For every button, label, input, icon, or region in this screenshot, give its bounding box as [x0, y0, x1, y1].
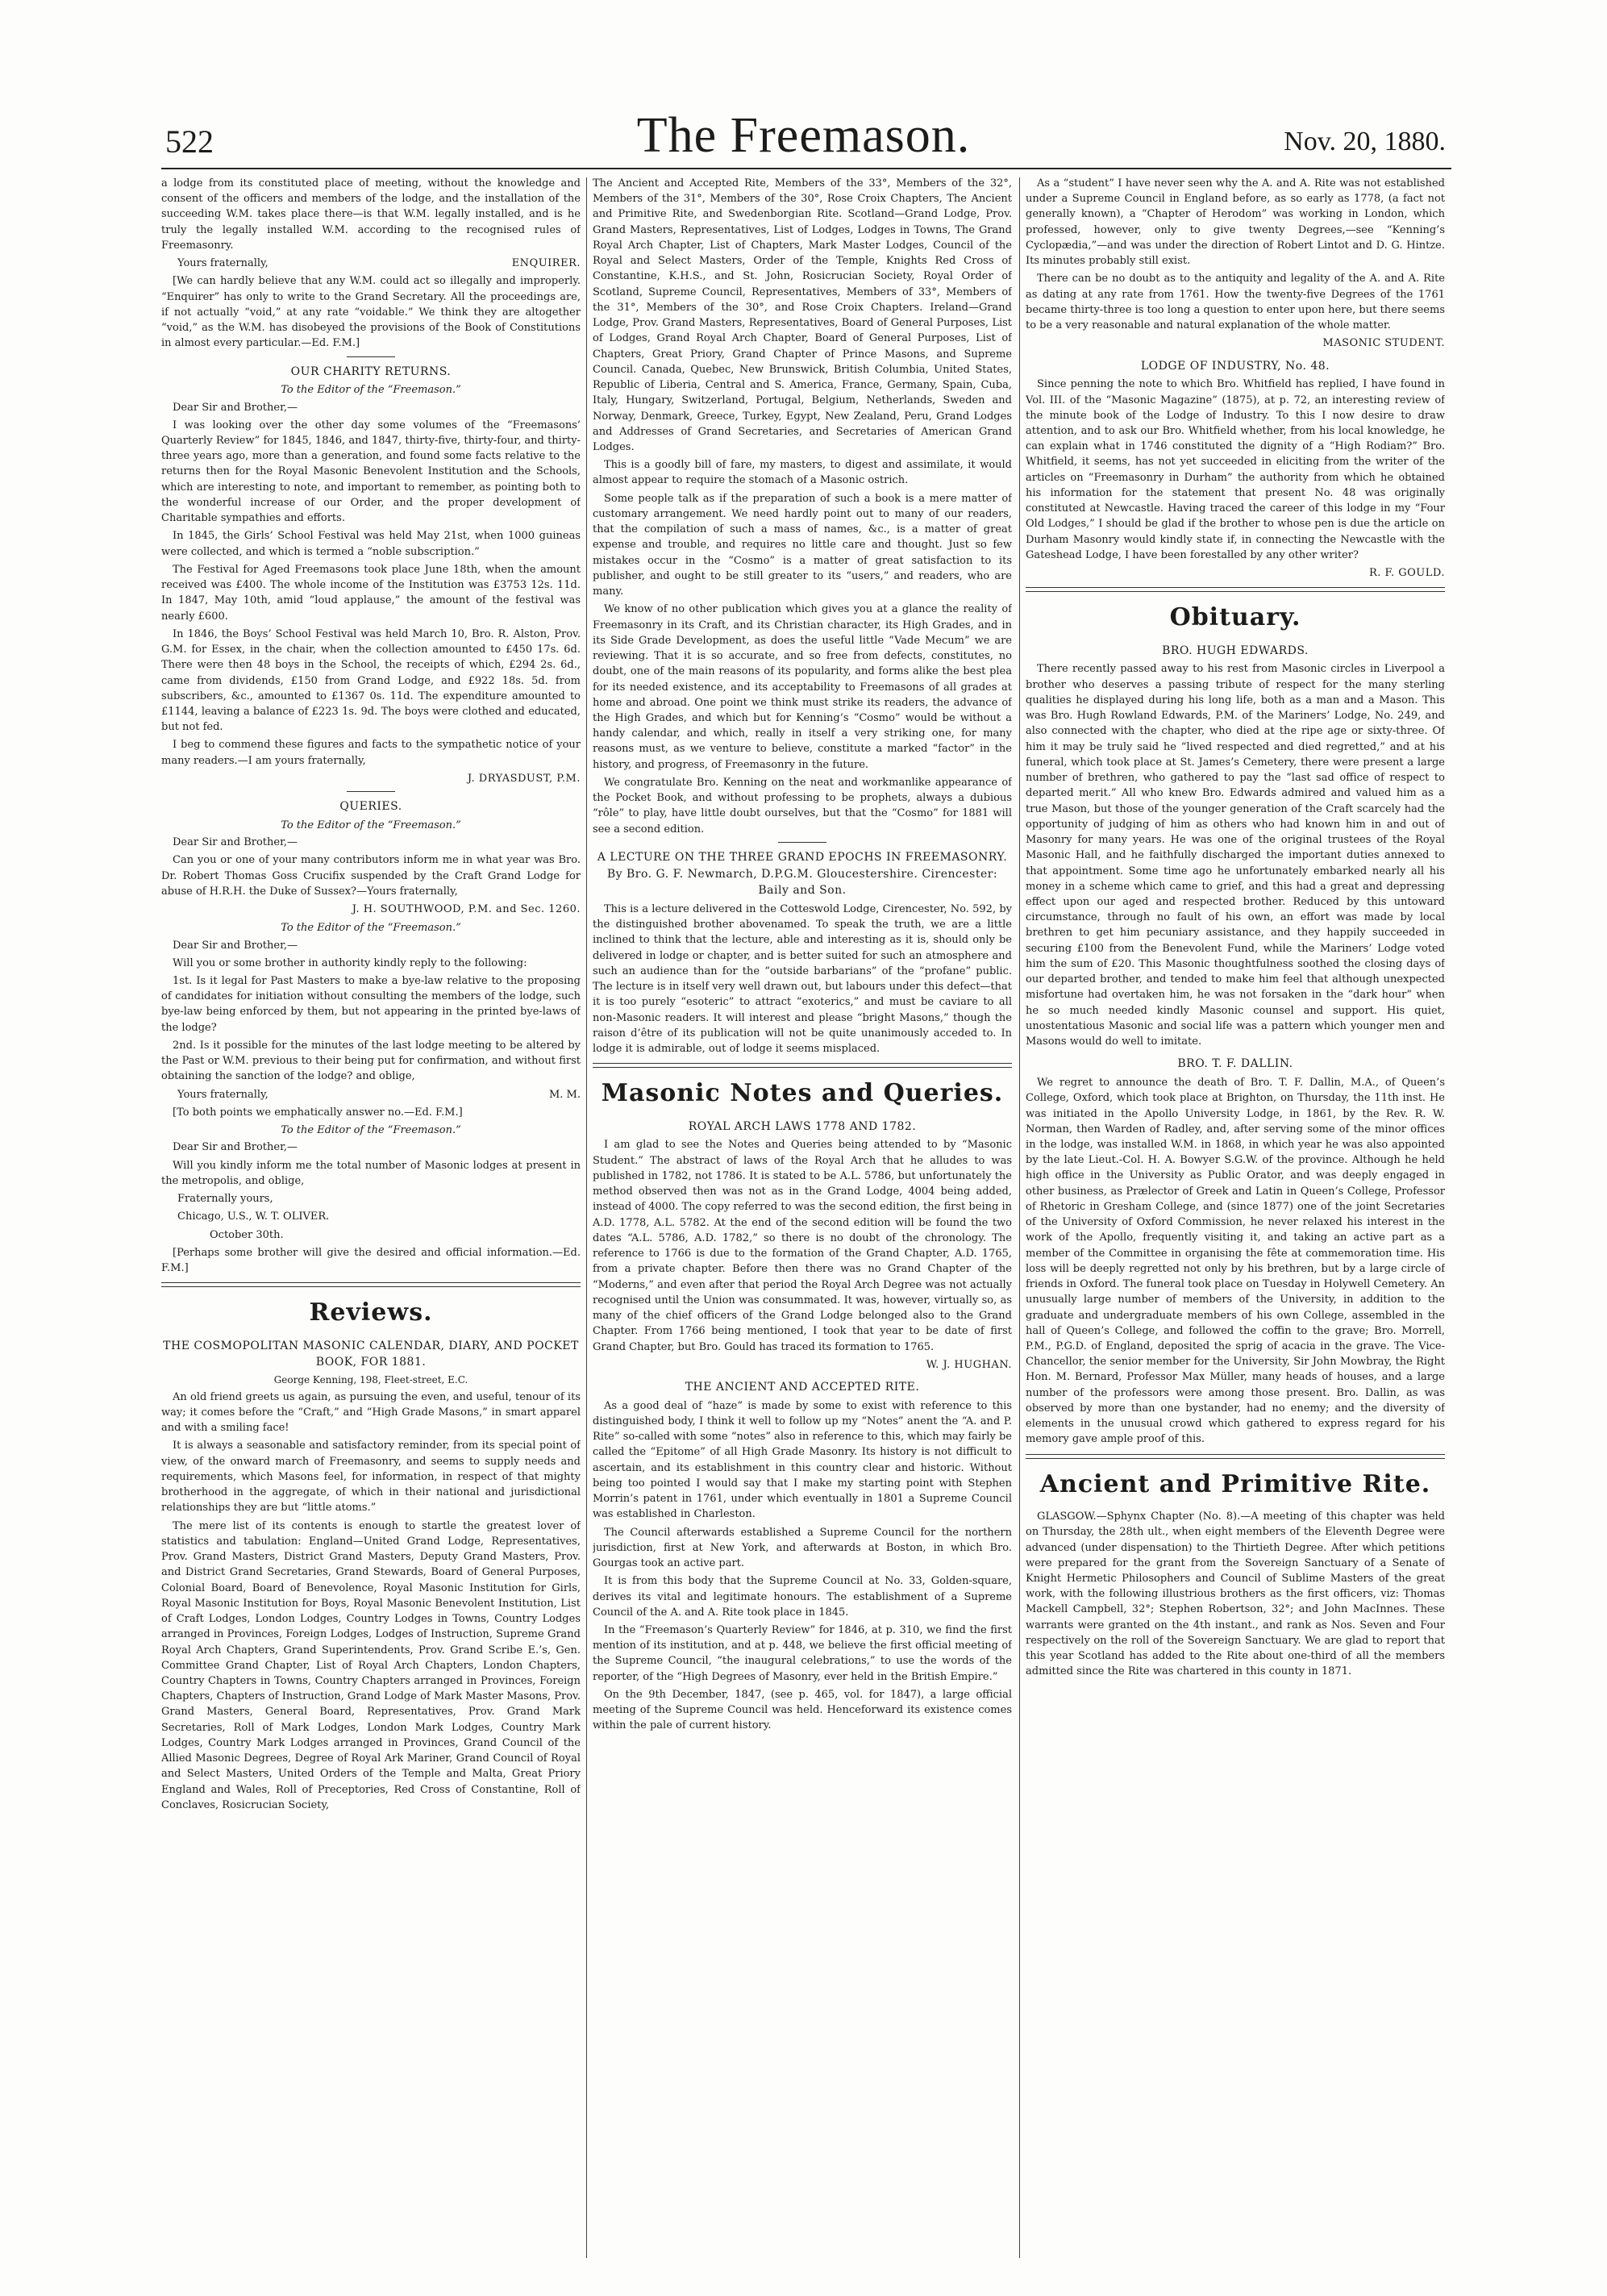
letter-addressee: To the Editor of the “Freemason.”	[281, 922, 461, 935]
paragraph: Will you kindly inform me the total number of Masonic lodges at present in the metropolis, and oblige,	[161, 1159, 581, 1187]
paragraph: Some people talk as if the preparation of such a book is a mere matter of customary arrangement. We need hardly point out to many of our readers, that the compilation of such a mass of names, &c., is a matter of great expense and trouble, and requires no little care and thought. Just so few mistakes occur in the “Cosmo” is a matter of great satisfaction to its publisher, and ought to be still greater to its “users,” and readers, who are many.	[593, 492, 1012, 598]
paragraph: This is a lecture delivered in the Cotteswold Lodge, Cirencester, No. 592, by the distinguished brother abovenamed. To speak the truth, we are a little inclined to think that the lecture, able and interesting as it is, should only be delivered in lodge or chapter, and is better suited for such an atmosphere and such an audience than for the “outside barbarians” of the “profane” public. The lecture is in itself very well drawn out, but labours under this defect—that it is too purely “esoteric” to attract “exoterics,” and must be caviare to all non-Masonic readers. It will interest and please “bright Masons,” though the raison d’être of its publication will not be quite unanimously acceded to. In lodge it is admirable, out of lodge it seems misplaced.	[593, 903, 1012, 1056]
paragraph: On the 9th December, 1847, (see p. 465, vol. for 1847), a large official meeting of the Supreme Council was held. Henceforward its existence comes within the pale of current history.	[593, 1688, 1012, 1732]
signature-line: Chicago, U.S., W. T. OLIVER.	[177, 1211, 330, 1223]
salutation: Dear Sir and Brother,—	[173, 836, 298, 849]
paragraph: The Council afterwards established a Supreme Council for the northern jurisdiction, first at New York, and afterwards at Boston, in which Bro. Gourgas took an active part.	[593, 1526, 1012, 1570]
section-rule	[1026, 587, 1445, 592]
salutation: Dear Sir and Brother,—	[173, 1141, 298, 1154]
paragraph: We know of no other publication which gives you at a glance the reality of Freemasonry in its Craft, and its Christian character, its High Grades, and in its Side Grade Development, as does the useful little “Vade Mecum” we are reviewing. That it is so accurate, and so free from defects, constitutes, no doubt, one of the main reasons of its popularity, and forms alike the best plea for its needed existence, and its acceptability to Freemasons of all grades at home and abroad. One point we think must strike its readers, the advance of the High Grades, and which but for Kenning’s “Cosmo” would be without a handy calendar, and which, really in itself a very striking one, for many reasons must, as we venture to believe, constitute a marked “factor” in the history, and progress, of Freemasonry in the future.	[593, 603, 1012, 771]
divider	[347, 356, 395, 357]
signature: MASONIC STUDENT.	[1322, 337, 1445, 350]
article-heading: BRO. HUGH EDWARDS.	[1162, 644, 1309, 657]
paragraph: This is a goodly bill of fare, my masters, to digest and assimilate, it would almost appear to require the stomach of a Masonic ostrich.	[593, 459, 1012, 487]
article-heading: THE ANCIENT AND ACCEPTED RITE.	[685, 1380, 920, 1394]
masthead	[0, 0, 1607, 163]
section-rule	[161, 1282, 581, 1287]
editor-note: [To both points we emphatically answer no.—Ed. F.M.]	[173, 1106, 463, 1119]
paragraph: We regret to announce the death of Bro. T. F. Dallin, M.A., of Queen’s College, Oxford, which took place at Brighton, on Thursday, the 11th inst. He was initiated in the Apollo University Lodge, in 1861, by the Rev. R. W. Norman, then Warden of Radley, and, after serving some of the minor offices in the lodge, was installed W.M. in 1868, in which year he was also appointed by the late Lieut.-Col. H. A. Bowyer S.G.W. of the province. Although he held high office in the University as Public Orator, and was deeply engaged in other business, as Prælector of Greek and Latin in Queen’s College, Professor of Rhetoric in Gresham College, and (since 1877) one of the joint Secretaries of the University of Oxford Commission, he never relaxed his interest in the work of the Apollo, frequently visiting it, and taking an active part as a member of the Committee in organising the fête at commemoration time. His loss will be deeply regretted not only by his brethren, but by a large circle of friends in Oxford. The funeral took place on Tuesday in Holywell Cemetery. An unusually large number of members of the University, in addition to the graduate and undergraduate members of his own College, assembled in the hall of Queen’s College, and followed the coffin to the grave; Bro. Morrell, P.M., P.G.D. of England, deposited the sprig of acacia in the grave. The Vice-Chancellor, the senior member for the University, Sir John Mowbray, the Right Hon. M. Bernard, Professor Max Müller, many heads of houses, and a large number of the professors were among those present. Bro. Dallin, as was observed by more than one bystander, had no enemy; and the diversity of elements in the unusual crowd which gathered to express regard for his memory gave ample proof of this.	[1026, 1077, 1445, 1446]
newspaper-title: The Freemason.	[636, 108, 971, 163]
article-heading: LODGE OF INDUSTRY, No. 48.	[1140, 359, 1330, 373]
paragraph: The mere list of its contents is enough to startle the greatest lover of statistics and tabulation: England—United Grand Lodge, Representatives, Prov. Grand Masters, District Grand Masters, Deputy Grand Masters, Prov. and District Grand Secretaries, Grand Stewards, Board of General Purposes, Colonial Board, Board of Benevolence, Royal Masonic Institution for Girls, Royal Masonic Institution for Boys, Royal Masonic Benevolent Institution, List of Craft Lodges, London Lodges, Country Lodges in Towns, Country Lodges arranged in Provinces, Foreign Lodges, Lodges of Instruction, Supreme Grand Royal Arch Chapters, Grand Superintendents, Prov. Grand Scribe E.’s, Gen. Committee Grand Chapter, List of Royal Arch Chapters, London Chapters, Country Chapters in Towns, Country Chapters arranged in Provinces, Foreign Chapters, Chapters of Instruction, Grand Lodge of Mark Master Masons, Prov. Grand Masters, General Board, Representatives, Prov. Grand Mark Secretaries, Roll of Mark Lodges, London Mark Lodges, Country Mark Lodges, Country Mark Lodges arranged in Provinces, Grand Council of the Allied Masonic Degrees, Degree of Royal Ark Mariner, Grand Council of Royal and Select Masters, United Orders of the Temple and Malta, Great Priory England and Wales, Roll of Preceptories, Red Cross of Constantine, Roll of Conclaves, Rosicrucian Society,	[161, 1519, 581, 1811]
editor-note: [We can hardly believe that any W.M. could act so illegally and improperly. “Enquirer” has only to write to the Grand Secretary. All the proceedings are, if not actually “void,” at any rate “voidable.” We think they are altogether “void,” as the W.M. has disobeyed the provisions of the Book of Constitutions in almost every particular.—Ed. F.M.]	[161, 275, 581, 350]
section-heading-reviews: Reviews.	[309, 1298, 433, 1327]
paragraph: I was looking over the other day some volumes of the “Freemasons’ Quarterly Review” for 1845, 1846, and 1847, thirty-five, thirty-four, and thirty-three years ago, more than a generation, and found some facts relative to the returns then for the Royal Masonic Benevolent Institution and the Schools, which are interesting to note, and important to remember, as pointing both to the wonderful increase of our Order, and the proper development of Charitable sympathies and efforts.	[161, 419, 581, 525]
signature-name: ENQUIRER.	[511, 257, 581, 270]
publisher-line: George Kenning, 198, Fleet-street, E.C.	[273, 1374, 468, 1386]
signature: J. DRYASDUST, P.M.	[467, 772, 581, 785]
divider	[778, 842, 826, 843]
article-heading: BRO. T. F. DALLIN.	[1177, 1057, 1293, 1071]
signature-line: Fraternally yours,	[177, 1193, 273, 1206]
signature-text: Yours fraternally,	[177, 1088, 269, 1101]
divider	[347, 791, 395, 792]
paragraph: In the “Freemason’s Quarterly Review” for 1846, at p. 310, we find the first mention of its institution, and at p. 448, we believe the first official meeting of the Supreme Council, “the inaugural celebrations,” to use the words of the reporter, of the “High Degrees of Masonry, ever held in the British Empire.”	[593, 1623, 1012, 1683]
paragraph: It is always a seasonable and satisfactory reminder, from its special point of view, of the onward march of Freemasonry, and seems to supply needs and requirements, which Masons feel, for information, in respect of that mighty brotherhood in the aggregate, of which in their national and jurisdictional relationships they are but “little atoms.”	[161, 1440, 581, 1515]
masthead-rule	[161, 168, 1451, 169]
paragraph: Can you or one of your many contributors inform me in what year was Bro. Dr. Robert Thomas Goss Crucifix suspended by the Craft Grand Lodge for abuse of H.R.H. the Duke of Sussex?—Yours fraternally,	[161, 854, 581, 898]
letter-addressee: To the Editor of the “Freemason.”	[281, 384, 461, 397]
editor-note: [Perhaps some brother will give the desired and official information.—Ed. F.M.]	[161, 1246, 581, 1274]
issue-date: Nov. 20, 1880.	[1284, 127, 1446, 156]
column-divider	[586, 177, 587, 2258]
section-heading-obituary: Obituary.	[1169, 603, 1301, 632]
paragraph: GLASGOW.—Sphynx Chapter (No. 8).—A meeting of this chapter was held on Thursday, the 28th ult., when eight members of the Eleventh Degree were advanced (under dispensation) to the Thirtieth Degree. After which petitions were prepared for the grant from the Sovereign Sanctuary of a Senate of Knight Hermetic Philosophers and Council of Sublime Masters of the great work, with the following illustrious brothers as the first officers, viz: Thomas Mackell Campbell, 32°; Stephen Robertson, 32°; and John MacInnes. These warrants were granted on the 4th instant., and rank as Nos. Seven and Four respectively on the roll of the Sovereign Sanctuary. We are glad to report that this year Scotland has added to the Rite about one-third of all the members admitted since the Rite was chartered in this county in 1871.	[1026, 1511, 1445, 1678]
letter-addressee: To the Editor of the “Freemason.”	[281, 1124, 461, 1137]
column-2	[593, 176, 1012, 2273]
paragraph: The Ancient and Accepted Rite, Members of the 33°, Members of the 32°, Members of the 31°, Members of the 30°, Rose Croix Chapters, The Ancient and Primitive Rite, and Swedenborgian Rite. Scotland—Grand Lodge, Prov. Grand Masters, Representatives, List of Lodges, Lodges in Towns, The Grand Royal Arch Chapter, List of Chapters, Mark Master Lodges, Council of the Royal and Select Masters, Order of the Temple, Knights Red Cross of Constantine, K.H.S., and St. John, Rosicrucian Society, Royal Order of Scotland, Supreme Council, Representatives, Members of 33°, Members of the 31°, Members of the 30°, and Rose Croix Chapters. Ireland—Grand Lodge, Prov. Grand Masters, Representatives, Board of General Purposes, List of Lodges, Grand Royal Arch Chapter, Board of General Purposes, List of Chapters, Great Priory, Grand Chapter of Prince Masons, and Supreme Council. Canada, Quebec, New Brunswick, British Columbia, United States, Republic of Liberia, Central and S. America, France, Germany, Spain, Cuba, Italy, Hungary, Switzerland, Portugal, Belgium, Netherlands, Sweden and Norway, Denmark, Greece, Turkey, Egypt, New Zealand, Peru, Grand Lodges and Addresses of Grand Secretaries, and Secretaries of American Grand Lodges.	[593, 177, 1012, 453]
paragraph: There can be no doubt as to the antiquity and legality of the A. and A. Rite as dating at any rate from 1761. How the twenty-five Degrees of the 1761 became thirty-three is too long a question to enter upon here, but there seems to be a very reasonable and natural explanation of the whole matter.	[1026, 273, 1445, 332]
signature: W. J. HUGHAN.	[926, 1358, 1012, 1371]
column-3	[1026, 176, 1445, 2273]
salutation: Dear Sir and Brother,—	[173, 401, 298, 414]
signature-text: Yours fraternally,	[177, 257, 269, 270]
paragraph: An old friend greets us again, as pursuing the even, and useful, tenour of its way; it comes before the “Craft,” and “High Grade Masons,” in smart apparel and with a smiling face!	[161, 1390, 581, 1435]
paragraph: In 1846, the Boys’ School Festival was held March 10, Bro. R. Alston, Prov. G.M. for Essex, in the chair, when the collection amounted to £450 17s. 6d. There were then 48 boys in the School, the receipts of which, £294 2s. 6d., came from dividends, £150 from Grand Lodge, and £922 18s. 5d. from subscribers, &c., amounted to £1367 0s. 11d. The expenditure amounted to £1144, leaving a balance of £223 1s. 9d. The boys were clothed and educated, but not fed.	[161, 627, 581, 734]
paragraph: As a “student” I have never seen why the A. and A. Rite was not established under a Supreme Council in England before, as so early as 1778, (a fact not generally known), a “Chapter of Herodom” was working in London, which professed, however, only to give twenty Degrees,—see “Kenning’s Cyclopædia,”—and was under the direction of Robert Lintot and D. G. Hintze. Its minutes probably still exist.	[1026, 177, 1445, 268]
paragraph: I am glad to see the Notes and Queries being attended to by “Masonic Student.” The abstract of laws of the Royal Arch that he alludes to was published in 1782, not 1786. It is stated to be A.L. 5786, but unfortunately the method observed then was not as in the Grand Lodge, 4004 being added, instead of 4000. The copy referred to was the second edition, the first being in A.D. 1778, A.L. 5782. At the end of the second edition will be found the two dates “A.L. 5786, A.D. 1782,” so there is no doubt of the chronology. The reference to 1766 is due to the formation of the Grand Chapter, A.D. 1765, from a private chapter. Before then there was no Grand Chapter of the “Moderns,” and even after that period the Royal Arch Degree was not actually recognised until the Union was consummated. It was, however, virtually so, as many of the chief officers of the Grand Lodge belonged also to the Grand Chapter. From 1766 being mentioned, I took that year to be date of first Grand Chapter, but Bro. Gould has traced its formation to 1765.	[593, 1139, 1012, 1353]
signature-line: October 30th.	[210, 1228, 284, 1241]
paragraph: Will you or some brother in authority kindly reply to the following:	[173, 956, 527, 969]
article-heading: QUERIES.	[339, 800, 402, 814]
signature: J. H. SOUTHWOOD, P.M. and Sec. 1260.	[352, 903, 581, 916]
signature	[161, 256, 581, 271]
article-heading: THE COSMOPOLITAN MASONIC CALENDAR, DIARY, AND POCKET BOOK, FOR 1881.	[163, 1339, 579, 1369]
section-heading-notes-queries: Masonic Notes and Queries.	[601, 1079, 1004, 1108]
salutation: Dear Sir and Brother,—	[173, 939, 298, 952]
signature-name: M. M.	[548, 1088, 581, 1101]
paragraph: The Festival for Aged Freemasons took place June 18th, when the amount received was £400. The whole income of the Institution was £3753 12s. 11d. In 1847, May 10th, amid “loud applause,” the amount of the festival was nearly £600.	[161, 563, 581, 623]
signature: R. F. GOULD.	[1368, 567, 1445, 580]
paragraph: a lodge from its constituted place of meeting, without the knowledge and consent of the officers and members of the lodge, and the installation of the succeeding W.M. takes place there—is that W.M. legally installed, and is he truly the legally installed W.M. according to the recognised rules of Freemasonry.	[161, 177, 581, 252]
paragraph: As a good deal of “haze” is made by some to exist with reference to this distinguished body, I think it well to follow up my “Notes” anent the “A. and P. Rite” so-called with some “notes” also in reference to this, which may fairly be called the “Epitome” of all High Grade Masonry. Its history is not difficult to ascertain, and its establishment in this country clear and historic. Without being too pointed I would say that I make my starting point with Stephen Morrin’s patent in 1761, under which eventually in 1801 a Supreme Council was established in Charleston.	[593, 1399, 1012, 1521]
paragraph: We congratulate Bro. Kenning on the neat and workmanlike appearance of the Pocket Book, and without professing to be prophets, always a dubious “rôle” to play, have little doubt ourselves, but that the “Cosmo” for 1881 will see a second edition.	[593, 776, 1012, 835]
paragraph: I beg to commend these figures and facts to the sympathetic notice of your many readers.—I am yours fraternally,	[161, 739, 581, 767]
article-heading: ROYAL ARCH LAWS 1778 AND 1782.	[688, 1119, 917, 1133]
paragraph: Since penning the note to which Bro. Whitfield has replied, I have found in Vol. III. of the “Masonic Magazine” (1875), at p. 72, an interesting review of the minute book of the Lodge of Industry. To this I now desire to draw attention, and to ask our Bro. Whitfield whether, from his local knowledge, he can explain what in 1746 constituted the dignity of a “High Rodiam?” Bro. Whitfield, it seems, has not yet succeeded in eliciting from the writer of the articles on “Freemasonry in Durham” the authority from which he obtained his information for the statement that present No. 48 was originally constituted at Newcastle. Having traced the career of this lodge in my “Four Old Lodges,” I should be glad if the brother to whose pen is due the article on Durham Masonry would kindly state if, in connecting the Newcastle with the Gateshead Lodge, I have been forestalled by any other writer?	[1026, 378, 1445, 561]
section-rule	[1026, 1454, 1445, 1459]
paragraph: 2nd. Is it possible for the minutes of the last lodge meeting to be altered by the Past or W.M. previous to their being put for confirmation, and without first obtaining the sanction of the lodge? and oblige,	[161, 1039, 581, 1083]
section-heading-primitive-rite: Ancient and Primitive Rite.	[1039, 1469, 1431, 1498]
paragraph: In 1845, the Girls’ School Festival was held May 21st, when 1000 guineas were collected, and which is termed a “noble subscription.”	[161, 530, 581, 558]
article-heading: OUR CHARITY RETURNS.	[290, 365, 452, 378]
paragraph: There recently passed away to his rest from Masonic circles in Liverpool a brother who deserves a passing tribute of respect for the many sterling qualities he displayed during his long life, both as a man and a Mason. This was Bro. Hugh Rowland Edwards, P.M. of the Mariners’ Lodge, No. 249, and also connected with the chapter, who died at the ripe age or sixty-three. Of him it may be truly said he “lived respected and died regretted,” and at his funeral, which took place at St. James’s Cemetery, there were present a large number of brethren, who gathered to pay the “last sad office of respect to departed merit.” All who knew Bro. Edwards admired and valued him as a true Mason, but those of the younger generation of the Craft scarcely had the opportunity of judging of him as others who had known him in and out of Masonry for many years. He was one of the original trustees of the Royal Masonic Hall, and he faithfully discharged the important duties annexed to that appointment. Some time ago he unfortunately embarked nearly all his money in a scheme which came to grief, and this had a great and depressing effect upon our aged and respected brother. Reduced by this untoward circumstance, through no fault of his own, an effort was made by local brethren to get him pecuniary assistance, and they happily succeeded in securing £100 from the Benevolent Fund, while the Mariners’ Lodge voted him the sum of £20. This Masonic thoughtfulness soothed the closing days of our departed brother, and tended to make him feel that although unexpected misfortune had overtaken him, he was not forsaken in the “dark hour” when he so much needed kindly Masonic counsel and support. His quiet, unostentatious Masonic and social life was a pattern which younger men and Masons would do well to imitate.	[1026, 663, 1445, 1048]
article-heading: A LECTURE ON THE THREE GRAND EPOCHS IN FREEMASONRY. By Bro. G. F. Newmarch, D.P.G.M. Gloucestershire. Cirencester: Baily and Son.	[597, 850, 1008, 898]
paragraph: It is from this body that the Supreme Council at No. 33, Golden-square, derives its vital and legitimate honours. The establishment of a Supreme Council of the A. and A. Rite took place in 1845.	[593, 1575, 1012, 1619]
page-number: 522	[165, 123, 214, 160]
section-rule	[593, 1063, 1012, 1068]
column-divider	[1019, 177, 1020, 2258]
column-1	[161, 176, 581, 2273]
letter-addressee: To the Editor of the “Freemason.”	[281, 819, 461, 831]
paragraph: 1st. Is it legal for Past Masters to make a bye-law relative to the proposing of candidates for initiation without consulting the members of the lodge, such bye-law being enforced by them, but not appearing in the printed bye-laws of the lodge?	[161, 974, 581, 1034]
signature	[161, 1087, 581, 1102]
